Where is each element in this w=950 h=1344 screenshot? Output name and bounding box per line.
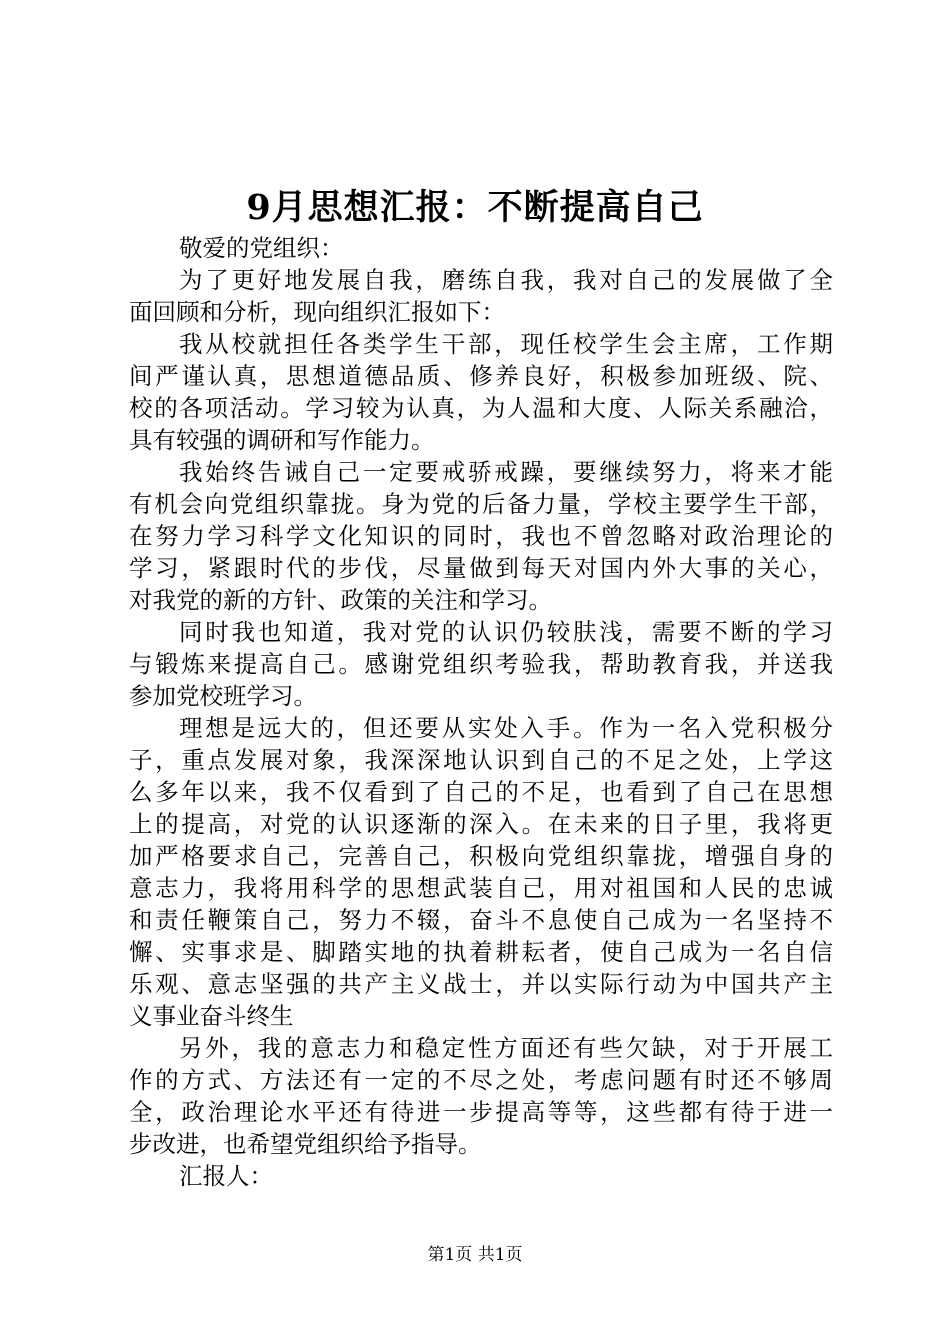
paragraph-line: 有机会向党组织靠拢。身为党的后备力量，学校主要学生干部， <box>129 490 833 518</box>
paragraph-line: 校的各项活动。学习较为认真，为人温和大度、人际关系融洽， <box>129 394 833 422</box>
paragraph-line: 我从校就担任各类学生干部，现任校学生会主席，工作期 <box>179 330 833 358</box>
paragraph-line: 作的方式、方法还有一定的不尽之处，考虑问题有时还不够周 <box>129 1066 833 1094</box>
paragraph-line: 对我党的新的方针、政策的关注和学习。 <box>129 586 552 614</box>
paragraph-line: 具有较强的调研和写作能力。 <box>129 426 435 454</box>
paragraph-line: 义事业奋斗终生 <box>129 1002 294 1030</box>
document-body <box>129 232 833 1192</box>
paragraph-line: 子，重点发展对象，我深深地认识到自己的不足之处，上学这 <box>129 746 833 774</box>
paragraph-line: 么多年以来，我不仅看到了自己的不足，也看到了自己在思想 <box>129 778 833 806</box>
paragraph-line: 意志力，我将用科学的思想武装自己，用对祖国和人民的忠诚 <box>129 874 833 902</box>
paragraph <box>129 232 833 264</box>
paragraph-line: 乐观、意志坚强的共产主义战士，并以实际行动为中国共产主 <box>129 970 833 998</box>
paragraph <box>129 1160 833 1192</box>
paragraph-line: 全，政治理论水平还有待进一步提高等等，这些都有待于进一 <box>129 1098 833 1126</box>
paragraph-line: 敬爱的党组织： <box>179 234 344 262</box>
paragraph <box>129 264 833 328</box>
paragraph-line: 上的提高，对党的认识逐渐的深入。在未来的日子里，我将更 <box>129 810 833 838</box>
paragraph-line: 与锻炼来提高自己。感谢党组织考验我，帮助教育我，并送我 <box>129 650 833 678</box>
paragraph <box>129 616 833 712</box>
paragraph-line: 为了更好地发展自我，磨练自我，我对自己的发展做了全 <box>179 266 833 294</box>
paragraph-line: 和责任鞭策自己，努力不辍，奋斗不息使自己成为一名坚持不 <box>129 906 833 934</box>
paragraph-line: 面回顾和分析，现向组织汇报如下： <box>129 298 505 326</box>
paragraph-line: 理想是远大的，但还要从实处入手。作为一名入党积极分 <box>179 714 833 742</box>
paragraph-line: 学习，紧跟时代的步伐，尽量做到每天对国内外大事的关心， <box>129 554 833 582</box>
page-footer: 第1页 共1页 <box>427 1245 523 1265</box>
paragraph-line: 在努力学习科学文化知识的同时，我也不曾忽略对政治理论的 <box>129 522 833 550</box>
paragraph <box>129 1032 833 1160</box>
paragraph <box>129 328 833 456</box>
paragraph-line: 另外，我的意志力和稳定性方面还有些欠缺，对于开展工 <box>179 1034 833 1062</box>
paragraph-line: 步改进，也希望党组织给予指导。 <box>129 1130 482 1158</box>
paragraph-line: 间严谨认真，思想道德品质、修养良好，积极参加班级、院、 <box>129 362 833 390</box>
paragraph-line: 我始终告诫自己一定要戒骄戒躁，要继续努力，将来才能 <box>179 458 833 486</box>
paragraph-line: 加严格要求自己，完善自己，积极向党组织靠拢，增强自身的 <box>129 842 833 870</box>
paragraph-line: 懈、实事求是、脚踏实地的执着耕耘者，使自己成为一名自信 <box>129 938 833 966</box>
paragraph-line: 汇报人： <box>179 1162 273 1190</box>
paragraph <box>129 712 833 1032</box>
paragraph-line: 参加党校班学习。 <box>129 682 317 710</box>
paragraph <box>129 456 833 616</box>
document-title: 9月思想汇报：不断提高自己 <box>246 187 704 228</box>
paragraph-line: 同时我也知道，我对党的认识仍较肤浅，需要不断的学习 <box>179 618 833 646</box>
